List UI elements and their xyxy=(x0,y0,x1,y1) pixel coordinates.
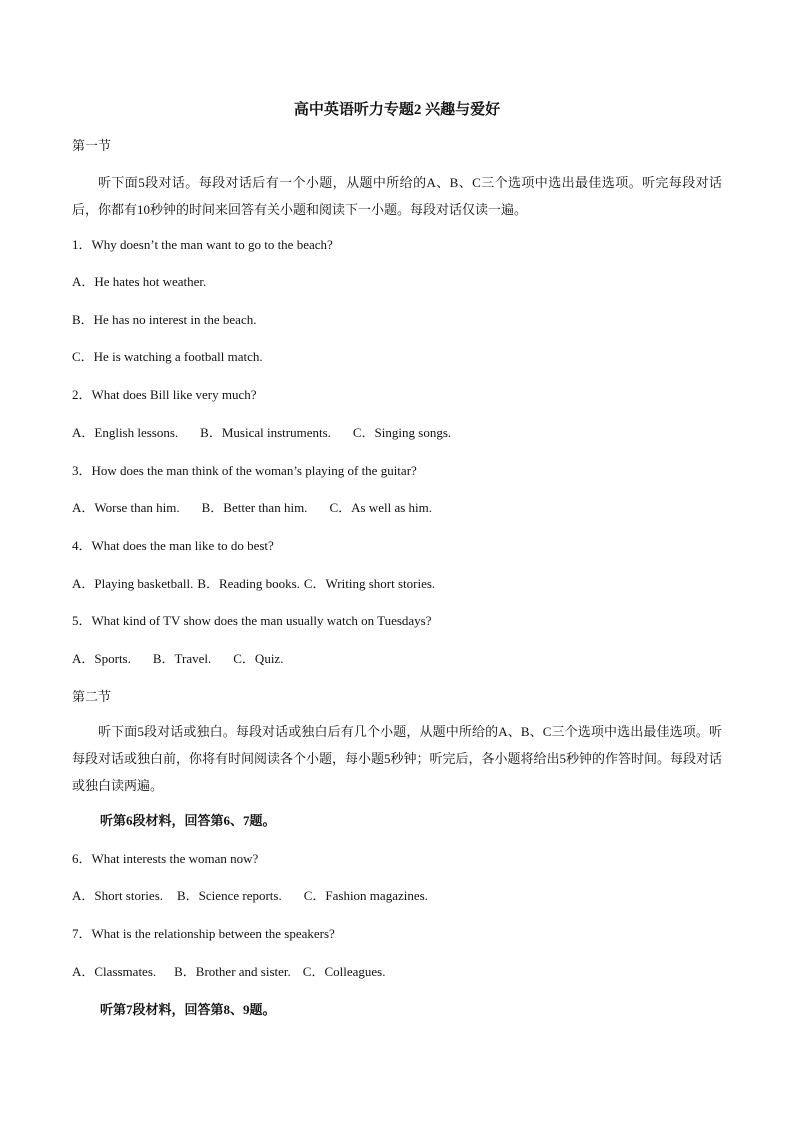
question-6-options xyxy=(72,887,428,905)
section2-heading: 第二节 xyxy=(72,689,112,704)
question-3-stem: 3．How does the man think of the woman’s playing of the guitar? xyxy=(72,463,417,478)
question-2-option-a: A．English lessons. xyxy=(72,425,179,440)
material-7-heading: 听第7段材料，回答第8、9题。 xyxy=(100,1002,276,1017)
question-7-option-b: B．Brother and sister. xyxy=(174,964,291,979)
question-6-option-b: B．Science reports. xyxy=(177,888,282,903)
question-7-stem: 7．What is the relationship between the speakers? xyxy=(72,926,335,941)
question-5-stem: 5．What kind of TV show does the man usually watch on Tuesdays? xyxy=(72,613,432,628)
question-2-stem: 2．What does Bill like very much? xyxy=(72,387,257,402)
question-2-option-b: B．Musical instruments. xyxy=(200,425,331,440)
question-4-stem: 4．What does the man like to do best? xyxy=(72,538,274,553)
question-7-options xyxy=(72,963,385,981)
question-4-option-b: B．Reading books. xyxy=(197,576,300,591)
question-4-options xyxy=(72,575,435,593)
question-5-option-c: C．Quiz. xyxy=(233,651,284,666)
question-5-option-b: B．Travel. xyxy=(152,651,212,666)
question-1-option-b: B．He has no interest in the beach. xyxy=(72,312,257,327)
question-1-stem: 1．Why doesn’t the man want to go to the beach? xyxy=(72,237,333,252)
question-7-option-c: C．Colleagues. xyxy=(302,964,386,979)
question-2-options xyxy=(72,424,451,442)
question-4-option-a: A．Playing basketball. xyxy=(72,576,194,591)
document-title: 高中英语听力专题2 兴趣与爱好 xyxy=(293,102,501,118)
question-3-option-b: B．Better than him. xyxy=(201,500,308,515)
question-2-option-c: C．Singing songs. xyxy=(352,425,452,440)
question-4-option-c: C．Writing short stories. xyxy=(303,576,436,591)
question-6-option-c: C．Fashion magazines. xyxy=(303,888,428,903)
question-5-options xyxy=(72,650,283,668)
material-6-heading: 听第6段材料，回答第6、7题。 xyxy=(100,813,276,828)
question-7-option-a: A．Classmates. xyxy=(72,964,157,979)
section1-heading: 第一节 xyxy=(72,138,112,153)
question-6-option-a: A．Short stories. xyxy=(72,888,164,903)
question-3-option-c: C．As well as him. xyxy=(329,500,432,515)
section2-instructions: 听下面5段对话或独白。每段对话或独白后有几个小题，从题中所给的A、B、C三个选项中选出最佳选项。听每段对话或独白前，你将有时间阅读各个小题，每小题5秒钟；听完后，各小题将给出5秒钟的作答时间。每段对话或独白读两遍。 xyxy=(72,724,723,793)
question-1-option-c: C．He is watching a football match. xyxy=(72,349,263,364)
section1-instructions: 听下面5段对话。每段对话后有一个小题，从题中所给的A、B、C三个选项中选出最佳选项。听完每段对话后，你都有10秒钟的时间来回答有关小题和阅读下一小题。每段对话仅读一遍。 xyxy=(72,175,722,217)
question-1-option-a: A．He hates hot weather. xyxy=(72,274,207,289)
question-6-stem: 6．What interests the woman now? xyxy=(72,851,259,866)
question-5-option-a: A．Sports. xyxy=(72,651,131,666)
question-3-options xyxy=(72,499,432,517)
question-3-option-a: A．Worse than him. xyxy=(72,500,180,515)
